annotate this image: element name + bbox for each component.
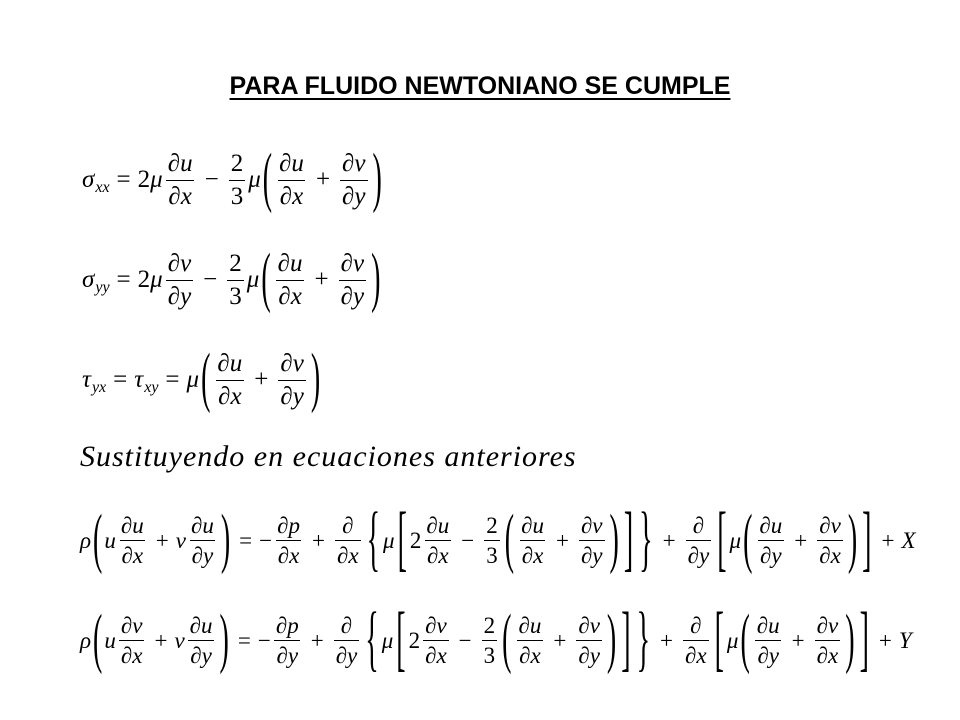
body-force-y: Y (898, 627, 912, 653)
subscript: xx (95, 179, 110, 196)
tau-symbol: τ (82, 366, 91, 393)
coefficient: 2 (137, 166, 151, 193)
equation-x-momentum: ρ ( u $\frac{\partial u}{\partial x}$ + v $\frac{\partial u}{\partial y}$ ) = − $\frac{\partial p}{\partial x}$ + $\frac{\partial}{\partial x}$ { μ [ 2 $\frac{\partial u}{\partial x}$ − $\frac{2}{3}$ ( $\frac{\partial u}{\partial x}$ + $\frac{\partial v}{\partial y}$ ) ] } + $\frac{\partial}{\partial y}$ [ μ ( $\frac{\partial u}{\partial y}$ + $\frac{\partial v}{\partial x}$ ) ] + X (80, 499, 916, 580)
subtitle-text: Sustituyendo en ecuaciones anteriores (80, 440, 577, 473)
page-title: PARA FLUIDO NEWTONIANO SE CUMPLE (229, 72, 731, 100)
sigma-symbol: σ (82, 266, 95, 293)
equation-sigma-yy: σ yy = 2 μ $\frac{\partial v}{\partial y}$ − $\frac{2}{3}$ μ ( $\frac{\partial u}{\partial x}$ + $\frac{\partial v}{\partial y}$ ) (82, 241, 381, 316)
equation-sigma-xx: σ xx = 2 μ $\frac{\partial u}{\partial x}$ − $\frac{2}{3}$ μ ( $\frac{\partial u}{\partial x}$ + $\frac{\partial v}{\partial y}$ ) (82, 141, 382, 216)
sigma-symbol: σ (82, 166, 95, 193)
tau-symbol: τ (134, 366, 144, 393)
equation-tau: τ yx = τ xy = μ ( $\frac{\partial u}{\partial x}$ + $\frac{\partial v}{\partial y}$ ) (82, 341, 321, 416)
subscript: yy (95, 279, 110, 296)
coefficient: 2 (137, 266, 151, 293)
equation-y-momentum: ρ ( u $\frac{\partial v}{\partial x}$ + v $\frac{\partial u}{\partial y}$ ) = − $\frac{\partial p}{\partial y}$ + $\frac{\partial}{\partial y}$ { μ [ 2 $\frac{\partial v}{\partial x}$ − $\frac{2}{3}$ ( $\frac{\partial u}{\partial x}$ + $\frac{\partial v}{\partial y}$ ) ] } + $\frac{\partial}{\partial x}$ [ μ ( $\frac{\partial u}{\partial y}$ + $\frac{\partial v}{\partial x}$ ) ] + Y (80, 599, 912, 680)
body-force-x: X (901, 527, 916, 553)
